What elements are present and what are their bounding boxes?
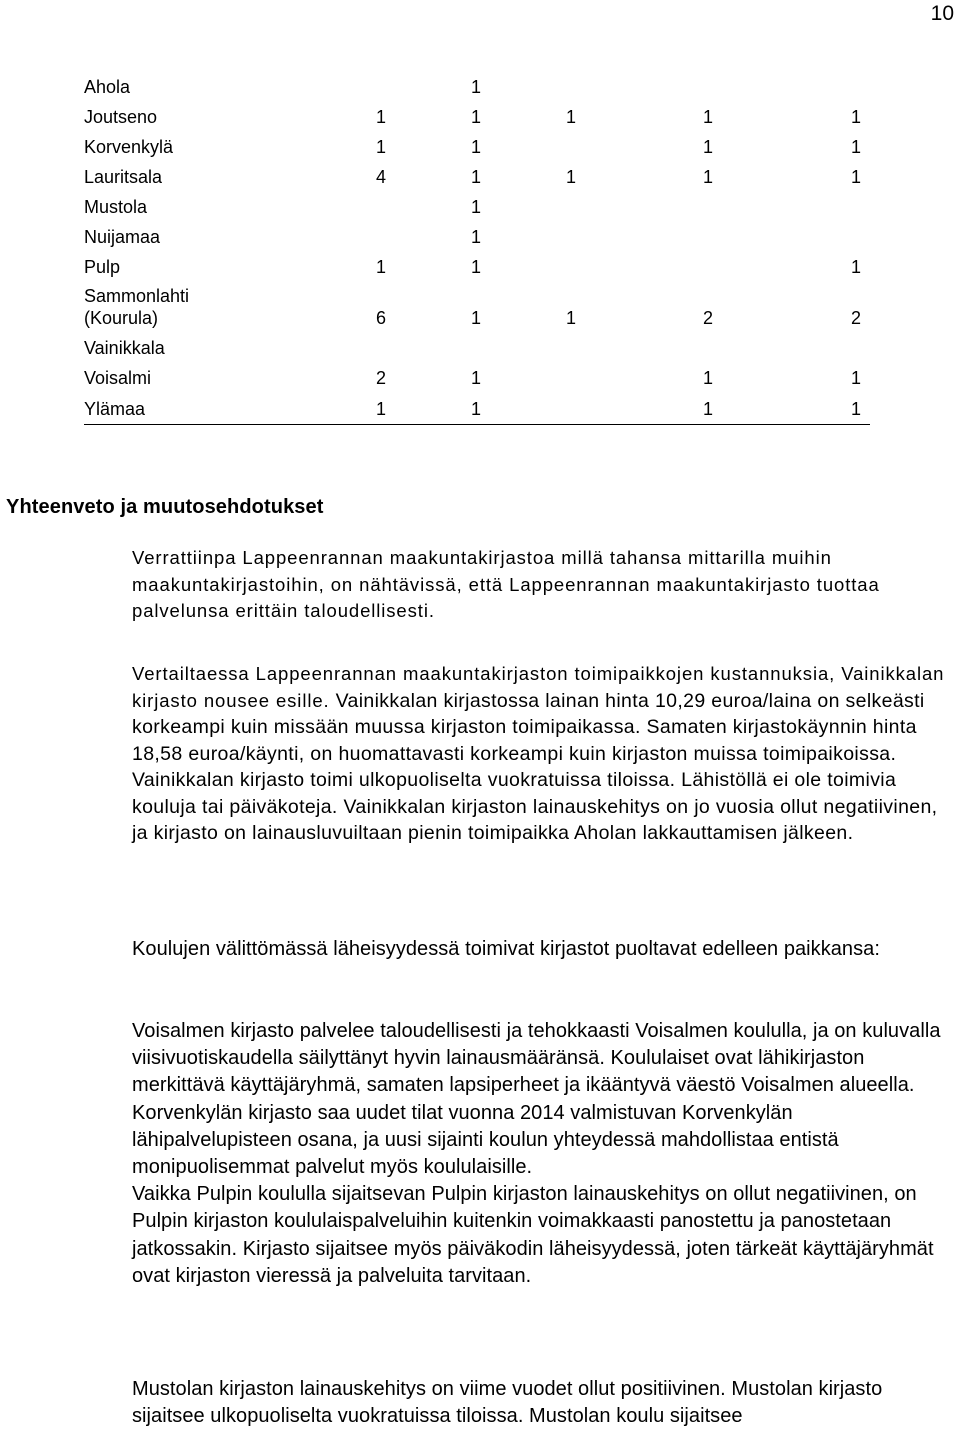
- table-cell: 1: [702, 368, 713, 388]
- row-label: Mustola: [84, 197, 148, 217]
- table-cell: 2: [850, 308, 861, 328]
- paragraph-libraries: [132, 1018, 947, 1290]
- table-cell: 1: [702, 137, 713, 157]
- section-heading: Yhteenveto ja muutosehdotukset: [6, 496, 324, 518]
- paragraph-libraries-part: Korvenkylän kirjasto saa uudet tilat vuonna 2014 valmistuvan Korvenkylän lähipalvelupisteen osana, ja uusi sijainti koulun yhteydessä mahdollistaa entistä monipuolisemmat palvelut myös koululaisille.: [132, 1101, 839, 1179]
- table-cell: 1: [702, 399, 713, 419]
- table-row: [84, 102, 870, 132]
- row-label: Vainikkala: [84, 338, 165, 358]
- table-cell: 1: [850, 368, 861, 388]
- table-cell: 1: [470, 77, 481, 97]
- table-cell: 6: [375, 308, 386, 328]
- table-cell: 1: [470, 197, 481, 217]
- row-label: Lauritsala: [84, 167, 163, 187]
- paragraph-vainikkala-part-1: Vertailtaessa Lappeenrannan maakuntakirjaston toimipaikkojen kustannuksia, Vainikkalan kirjasto nousee esille.: [132, 663, 945, 711]
- row-label: Nuijamaa: [84, 227, 161, 247]
- table-cell: 1: [375, 399, 386, 419]
- table-cell: 1: [850, 137, 861, 157]
- table-cell: 1: [850, 399, 861, 419]
- table-cell: 1: [470, 167, 481, 187]
- table-cell: 1: [565, 308, 576, 328]
- table-cell: 1: [470, 368, 481, 388]
- table-cell: 1: [470, 257, 481, 277]
- paragraph-libraries-part: Vaikka Pulpin koululla sijaitsevan Pulpin kirjaston lainauskehitys on ollut negatiivinen, on Pulpin kirjaston koululaispalveluihin kuitenkin voimakkaasti panostettu ja panostetaan jatkossakin. Kirjasto sijaitsee myös päiväkodin läheisyydessä, joten tärkeät käyttäjäryhmät ovat kirjaston vieressä ja palveluita tarvitaan.: [132, 1183, 934, 1287]
- paragraph-libraries-part: Voisalmen kirjasto palvelee taloudellisesti ja tehokkaasti Voisalmen koululla, ja on kuluvalla viisivuotiskaudella säilyttänyt hyvin lainausmääränsä. Koululaiset ovat lähikirjaston merkittävä käyttäjäryhmä, samaten lapsiperheet ja ikääntyvä väestö Voisalmen alueella.: [132, 1020, 941, 1097]
- table-cell: 1: [850, 257, 861, 277]
- table-cell: 2: [702, 308, 713, 328]
- table-cell: 4: [375, 167, 386, 187]
- table-cell: 1: [375, 257, 386, 277]
- row-label-line-1: Sammonlahti: [84, 286, 190, 306]
- table-row: [84, 333, 870, 363]
- table-cell: 1: [565, 167, 576, 187]
- table-row: [84, 252, 870, 282]
- table-row: [84, 192, 870, 222]
- table-cell: 1: [850, 167, 861, 187]
- row-label: [84, 285, 189, 329]
- table-cell: 1: [375, 137, 386, 157]
- table-cell: 1: [850, 107, 861, 127]
- table-cell: 1: [470, 137, 481, 157]
- table-row: [84, 162, 870, 192]
- row-label: Ylämaa: [84, 399, 146, 419]
- table-cell: 1: [470, 399, 481, 419]
- table-row: [84, 222, 870, 252]
- table-cell: 1: [702, 107, 713, 127]
- row-label: Ahola: [84, 77, 131, 97]
- row-label: Pulp: [84, 257, 121, 277]
- table-cell: 1: [470, 308, 481, 328]
- table-cell: 1: [470, 227, 481, 247]
- page-number: 10: [930, 2, 954, 25]
- row-label: Korvenkylä: [84, 137, 174, 157]
- table-cell: 1: [470, 107, 481, 127]
- table-cell: 1: [702, 167, 713, 187]
- row-label-line-2: (Kourula): [84, 308, 159, 328]
- row-label: Joutseno: [84, 107, 158, 127]
- table-row: [84, 72, 870, 102]
- table-row: [84, 282, 870, 333]
- table-cell: 1: [375, 107, 386, 127]
- paragraph-vainikkala: [132, 661, 947, 847]
- table-cell: 1: [565, 107, 576, 127]
- table-row: [84, 393, 870, 424]
- row-label: Voisalmi: [84, 368, 152, 388]
- paragraph-mustola: Mustolan kirjaston lainauskehitys on viime vuodet ollut positiivinen. Mustolan kirjasto sijaitsee ulkopuoliselta vuokratuissa tiloissa. Mustolan koulu sijaitsee: [132, 1378, 883, 1428]
- table-row: [84, 132, 870, 162]
- paragraph-summary: Verrattiinpa Lappeenrannan maakuntakirjastoa millä tahansa mittarilla muihin maakuntakirjastoihin, on nähtävissä, että Lappeenrannan maakuntakirjasto tuottaa palvelunsa erittäin taloudellisesti.: [132, 547, 880, 621]
- library-statistics-table: [84, 72, 870, 425]
- table-row: [84, 363, 870, 393]
- table-cell: 2: [375, 368, 386, 388]
- paragraph-schools-intro: Koulujen välittömässä läheisyydessä toimivat kirjastot puoltavat edelleen paikkansa:: [132, 938, 880, 960]
- paragraph-vainikkala-part-2: Vainikkalan kirjastossa lainan hinta 10,29 euroa/laina on selkeästi korkeampi kuin missään muussa kirjaston toimipaikassa. Samaten kirjastokäynnin hinta 18,58 euroa/käynti, on huomattavasti korkeampi kuin kirjaston muissa toimipaikoissa. Vainikkalan kirjasto toimi ulkopuoliselta vuokratuissa tiloissa. Lähistöllä ei ole toimivia kouluja tai päiväkoteja. Vainikkalan kirjaston lainauskehitys on jo vuosia ollut negatiivinen, ja kirjasto on lainausluvuiltaan pienin toimipaikka Aholan lakkauttamisen jälkeen.: [132, 689, 938, 844]
